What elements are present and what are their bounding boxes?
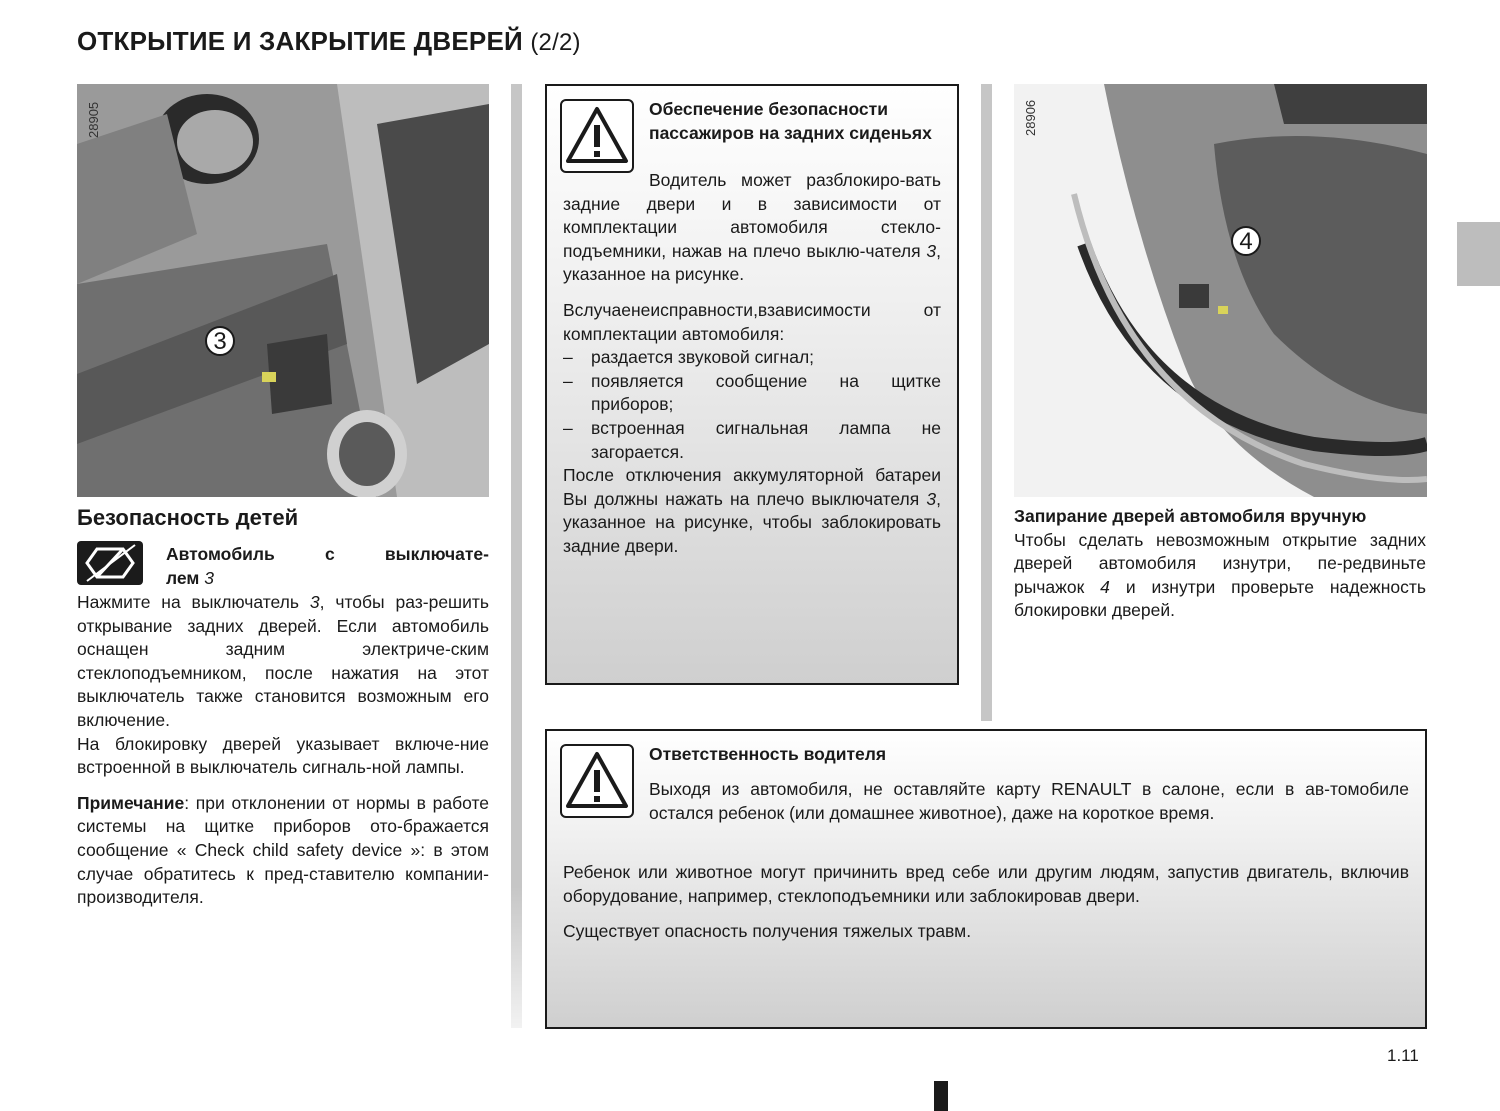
door-lever-photo [1014, 84, 1427, 497]
callout-4: 4 [1231, 226, 1261, 256]
child-safety-heading: Безопасность детей [77, 505, 299, 530]
manual-lock-heading: Запирание дверей автомобиля вручную [1014, 506, 1367, 526]
child-safety-text [77, 591, 489, 910]
rear-safety-p1: Водитель может разблокиро-вать задние двери и в зависимости от комплектации автомобиля стекло-подъемники, нажав на плечо выклю-чателя 3, указанное на рисунке. [563, 170, 941, 285]
door-switch-photo [77, 84, 489, 497]
driver-box-p1: Выходя из автомобиля, не оставляйте карту RENAULT в салоне, если в ав-томобиле остался ребенок (или домашнее животное), даже на короткое время. [649, 779, 1409, 823]
title-part: (2/2) [530, 29, 581, 56]
switch-heading-line1: Автомобиль с выключате- [166, 544, 489, 564]
warning-icon [560, 99, 634, 173]
section-tab [1457, 222, 1500, 286]
manual-lock-section [1014, 505, 1426, 623]
driver-responsibility-box [545, 729, 1427, 1029]
rear-safety-heading: Обеспечение безопасности пассажиров на задних сиденьях [649, 99, 932, 143]
column-divider-left [511, 84, 522, 1028]
manual-lock-text: Чтобы сделать невозможным открытие задних дверей автомобиля изнутри, пе-редвиньте рычажок 4 и изнутри проверьте надежность блокировки дверей. [1014, 529, 1426, 621]
warning-icon [560, 744, 634, 818]
driver-box-p3: Существует опасность получения тяжелых травм. [563, 921, 972, 942]
switch-heading [166, 543, 489, 590]
switch-heading-line2: лем [166, 567, 200, 588]
child-safety-p1: Нажмите на выключатель 3, чтобы раз-решить открывание задних дверей. Если автомобиль оснащен задним электриче-ским стеклоподъемником, после нажатия на этот выключатель также становится возможным его включение. [77, 592, 489, 730]
photo-code-left: 28905 [86, 101, 101, 138]
binding-mark [934, 1081, 948, 1111]
child-lock-switch-icon [77, 541, 143, 585]
photo-code-right: 28906 [1023, 99, 1038, 136]
rear-safety-p3: После отключения аккумуляторной батареи Вы должны нажать на плечо выключателя 3, указанное на рисунке, чтобы заблокировать задние двери. [563, 465, 941, 556]
driver-box-heading: Ответственность водителя [649, 744, 887, 764]
callout-3: 3 [205, 326, 235, 356]
rear-safety-p2: Вслучаенеисправности,взависимости от комплектации автомобиля: [563, 299, 941, 344]
column-divider-right [981, 84, 992, 721]
rear-safety-warning-box [545, 84, 959, 685]
page-number: 1.11 [1387, 1046, 1419, 1065]
child-safety-note: Примечание: при отклонении от нормы в работе системы на щитке приборов ото-бражается сообщение « Check child safety device »: в этом случае обратитесь к пред-ставителю компании-производителя. [77, 792, 489, 908]
rear-safety-body [563, 169, 941, 559]
driver-box-p2: Ребенок или животное могут причинить вред себе или другим людям, запустив двигатель, включив оборудование, например, стеклоподъемники или заблокировав двери. [563, 862, 1409, 906]
child-safety-p2: На блокировку дверей указывает включе-ние встроенной в выключатель сигналь-ной лампы. [77, 733, 489, 778]
list-item: – встроенная сигнальная лампа не загорается. [563, 417, 941, 462]
title-text: ОТКРЫТИЕ И ЗАКРЫТИЕ ДВЕРЕЙ [77, 26, 523, 56]
list-item: – появляется сообщение на щитке приборов; [563, 370, 941, 415]
list-item: – раздается звуковой сигнал; [563, 347, 815, 368]
driver-box-rest [563, 861, 1409, 944]
page-title [77, 26, 581, 57]
switch-heading-num: 3 [204, 567, 214, 588]
